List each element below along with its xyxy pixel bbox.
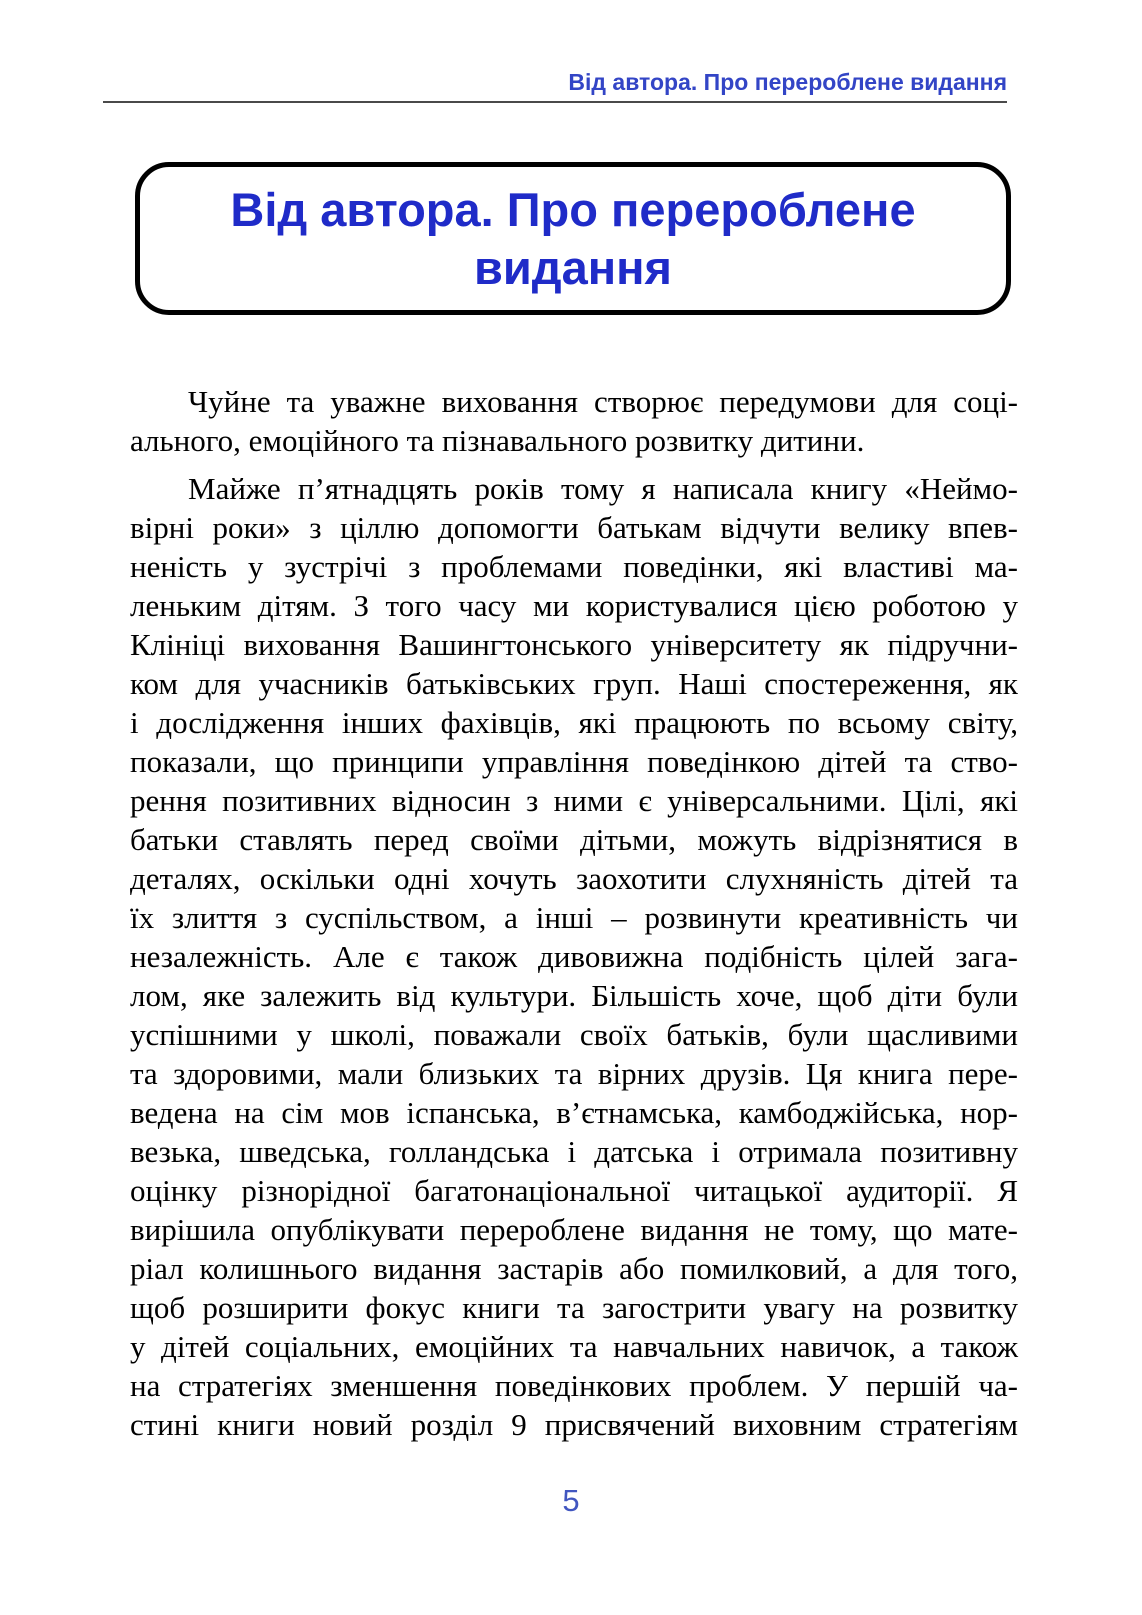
text-line: лом, яке залежить від культури. Більшість хоче, щоб діти були	[130, 978, 1018, 1013]
text-line: Чуйне та уважне виховання створює передумови для соці-	[188, 384, 1018, 419]
text-line: ведена на сім мов іспанська, в’єтнамська, камбоджійська, нор-	[130, 1095, 1018, 1130]
text-line: батьки ставлять перед своїми дітьми, можуть відрізнятися в	[130, 822, 1018, 857]
text-line: ріал колишнього видання застарів або помилковий, а для того,	[130, 1251, 1018, 1286]
text-line: щоб розширити фокус книги та загострити увагу на розвитку	[130, 1290, 1018, 1325]
text-line: Майже п’ятнадцять років тому я написала книгу «Неймо-	[188, 471, 1018, 506]
text-line: деталях, оскільки одні хочуть заохотити слухняність дітей та	[130, 861, 1018, 896]
text-line: Клініці виховання Вашингтонського університету як підручни-	[130, 627, 1018, 662]
paragraph	[130, 469, 1018, 1444]
text-line: у дітей соціальних, емоційних та навчальних навичок, а також	[130, 1329, 1018, 1364]
text-line: неність у зустрічі з проблемами поведінки, які властиві ма-	[130, 549, 1018, 584]
text-line: незалежність. Але є також дивовижна подібність цілей зага-	[130, 939, 1018, 974]
text-line: показали, що принципи управління поведінкою дітей та ство-	[130, 744, 1018, 779]
text-line: леньким дітям. З того часу ми користувалися цією роботою у	[130, 588, 1018, 623]
text-line: вірні роки» з ціллю допомогти батькам відчути велику впев-	[130, 510, 1018, 545]
chapter-title-box	[135, 162, 1011, 315]
text-line: вирішила опублікувати перероблене видання не тому, що мате-	[130, 1212, 1018, 1247]
paragraph	[130, 382, 1018, 460]
text-line: їх злиття з суспільством, а інші – розвинути креативність чи	[130, 900, 1018, 935]
text-line: оцінку різнорідної багатонаціональної читацької аудиторії. Я	[130, 1173, 1018, 1208]
text-line: ального, емоційного та пізнавального розвитку дитини.	[130, 423, 865, 458]
text-line: та здоровими, мали близьких та вірних друзів. Ця книга пере-	[130, 1056, 1018, 1091]
chapter-title-line2: видання	[474, 240, 672, 294]
text-line: і дослідження інших фахівців, які працюють по всьому світу,	[130, 705, 1018, 740]
text-line: ком для учасників батьківських груп. Наші спостереження, як	[130, 666, 1018, 701]
page-number: 5	[562, 1483, 580, 1518]
running-header	[103, 70, 1007, 103]
text-line: везька, шведська, голландська і датська і отримала позитивну	[130, 1134, 1018, 1169]
running-header-text: Від автора. Про перероблене видання	[568, 69, 1007, 95]
text-line: на стратегіях зменшення поведінкових проблем. У першій ча-	[130, 1368, 1018, 1403]
chapter-title	[230, 181, 915, 297]
text-line: рення позитивних відносин з ними є універсальними. Цілі, які	[130, 783, 1018, 818]
chapter-title-line1: Від автора. Про перероблене	[230, 182, 916, 236]
text-line: успішними у школі, поважали своїх батьків, були щасливими	[130, 1017, 1018, 1052]
text-line: стині книги новий розділ 9 присвячений виховним стратегіям	[130, 1407, 1018, 1442]
body-text	[130, 382, 1018, 1444]
